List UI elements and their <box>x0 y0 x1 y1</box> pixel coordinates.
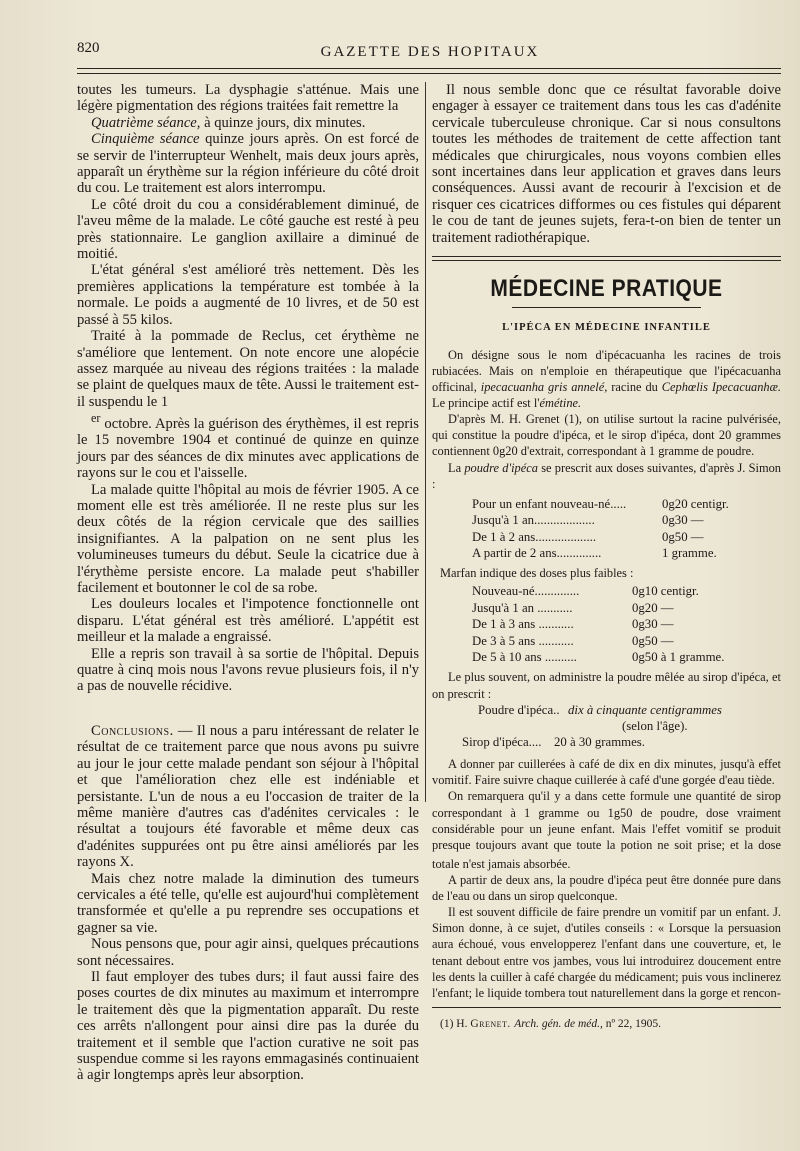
dose-row: De 5 à 10 ans .......... 0g50 à 1 gramme. <box>472 650 725 665</box>
paragraph: La malade quitte l'hôpital au mois de février 1905. A ce moment elle est très améliorée. Il ne reste plus sur les deux côtés de la région cervicale que des saillies insignifiantes. A la palpation on ne sent plus les volumineuses tumeurs du début. Seule la cicatrice due à l'érythème persiste encore. La malade peut s'habiller facilement et boutonner le col de sa robe. <box>77 481 419 597</box>
paragraph: Cinquième séance quinze jours après. On est forcé de se servir de l'interrupteur Wenhelt, mais deux jours après, apparaît un érythème sur la région inférieure du côté droit du cou. Le traitement est alors interrompu. <box>77 131 419 197</box>
dose-table-simon <box>472 496 781 562</box>
paragraph: Il faut employer des tubes durs; il faut aussi faire des poses courtes de dix minutes au maximum et interrompre le traitement dès que la pigmentation apparaît. Du reste ces arrêts n'allongent pour ainsi dire pas la durée du traitement et il semble que l'action curative ne soit pas suspendue comme si les rayons emmagasinés continuaient à agir longtemps après leur absorption. <box>77 968 419 1084</box>
paragraph: Le plus souvent, on administre la poudre mêlée au sirop d'ipéca, et on prescrit : <box>432 670 781 701</box>
prescription-line: Sirop d'ipéca.... 20 à 30 grammes. <box>462 735 645 750</box>
conclusions-paragraph: Conclusions. — Il nous a paru intéressant de relater le résultat de ce traitement parce que nous avons pu suivre au jour le jour cette malade pendant son séjour à l'hôpital et que l'amélioration chez elle est indéniable et persistante. L'un de nous a eu l'occasion de traiter de la même manière d'autres cas d'adénites cervicales : le résultat a toujours été favorable et même deux cas d'adénites suppurées ont pu être ainsi améliorés par les rayons X. <box>77 722 419 871</box>
article-body <box>432 347 781 1001</box>
prescription-line: Poudre d'ipéca.. dix à cinquante centigrammes <box>478 702 722 717</box>
paragraph: $^{er}$ octobre. Après la guérison des érythèmes, il est repris le 15 novembre 1904 et continué de quinze en quinze jours par des séances de dix minutes avec applications de rayons sur le cou et l'aisselle. <box>77 411 419 482</box>
paragraph: toutes les tumeurs. La dysphagie s'atténue. Mais une légère pigmentation des régions traitées fait remettre la <box>77 82 419 115</box>
paragraph: Le côté droit du cou a considérablement diminué, de l'aveu même de la malade. Le côté gauche est resté à peu près stationnaire. Le ganglion axillaire a diminué de moitié. <box>77 196 419 263</box>
page-number: 820 <box>77 40 100 56</box>
paragraph: La poudre d'ipéca se prescrit aux doses suivantes, d'après J. Simon : <box>432 460 782 491</box>
paragraph: A partir de deux ans, la poudre d'ipéca peut être donnée pure dans de l'eau ou dans un sirop quelconque. <box>432 873 781 904</box>
paragraph: D'après M. H. Grenet (1), on utilise surtout la racine pulvérisée, qui constitue la poudre d'ipéca, et le sirop d'ipéca, dont 20 grammes contiennent 0g20 d'extrait, correspondant à 1 gramme de poudre. <box>432 412 781 459</box>
paragraph: On désigne sous le nom d'ipécacuanha les racines de trois rubiacées. Mais on n'emploie en thérapeutique que l'ipécacuanha officinal, ipecacuanha gris annelé, racine du Cephœlis Ipecacuanhæ. Le principe actif est l'émétine. <box>432 347 781 411</box>
paragraph: Marfan indique des doses plus faibles : <box>440 566 634 581</box>
header-rule <box>77 68 781 74</box>
article-title: L'IPÉCA EN MÉDECINE INFANTILE <box>502 322 711 334</box>
right-column <box>432 82 781 1032</box>
dose-row: A partir de 2 ans.............. 1 gramme. <box>472 545 717 560</box>
dose-row: Nouveau-né.............. 0g10 centigr. <box>472 584 699 599</box>
dose-row: Jusqu'à 1 an ........... 0g20 — <box>472 600 674 615</box>
paragraph: A donner par cuillerées à café de dix en dix minutes, jusqu'à effet vomitif. Faire suivre chaque cuillerée à café d'une gorgée d'eau tiède. <box>432 757 781 788</box>
paragraph: Elle a repris son travail à sa sortie de l'hôpital. Depuis quatre à cinq mois nous l'avons revue plusieurs fois, il n'y a pas de nouvelle récidive. <box>77 645 419 695</box>
paragraph: L'état général s'est amélioré très nettement. Dès les premières applications la température est tombée à la normale. Le poids a augmenté de 10 livres, et de 50 est passé à 55 kilos. <box>77 262 419 328</box>
prescription-line: (selon l'âge). <box>622 718 688 733</box>
running-head: GAZETTE DES HOPITAUX <box>320 44 540 60</box>
footnote: (1) H. Grenet. Arch. gén. de méd., nº 22, 1905. <box>440 1017 662 1030</box>
paragraph: Il nous semble donc que ce résultat favorable doive engager à essayer ce traitement dans tous les cas d'adénite cervicale tuberculeuse chronique. Car si nous consultons toutes les méthodes de traitement de cette affection tant médicales que chirurgicales, nous voyons combien elles sont incertaines dans leur application et graves dans leurs conséquences. Aussi avant de recourir à l'excision et de risquer ces cicatrices difformes ou ces fistules qui déparent le cou de tant de jeunes sujets, fera-t-on bien de tenter un traitement radiothérapique. <box>432 82 781 246</box>
paragraph: On remarquera qu'il y a dans cette formule une quantité de sirop correspondant à 1 gramme ou 1g50 de poudre, dose vraiment considérable pour un jeune enfant. Mais l'effet vomitif se produit presque toujours avant que toute la potion ne soit prise; et la dose totale n'est jamais absorbée. <box>432 789 781 871</box>
section-rule <box>432 256 781 261</box>
paragraph: Il est souvent difficile de faire prendre un vomitif par un enfant. J. Simon donne, à ce sujet, d'utiles conseils : « Lorsque la persuasion aura échoué, vous envelopperez l'enfant dans une couverture, et, le tenant debout entre vos jambes, vous lui introduirez doucement entre les dents la cuiller à café chargée du médicament; puis vous inclinerez l'enfant; le liquide tombera tout naturellement dans la gorge et rencon- <box>432 905 781 1000</box>
short-rule <box>512 307 701 308</box>
dose-row: De 1 à 3 ans ........... 0g30 — <box>472 617 674 632</box>
paragraph: Nous pensons que, pour agir ainsi, quelques précautions sont nécessaires. <box>77 936 419 969</box>
paragraph: Traité à la pommade de Reclus, cet érythème ne s'améliore que lentement. On note encore une alopécie assez marquée au niveau des régions traitées : la malade se plaint de quelques maux de tête. Aussi le traitement est-il suspendu le 1 <box>77 328 419 410</box>
left-column <box>77 82 419 1084</box>
section-title: MÉDECINE PRATIQUE <box>490 275 723 302</box>
dose-table-marfan <box>472 583 781 665</box>
column-divider <box>425 82 426 802</box>
dose-row: De 3 à 5 ans ........... 0g50 — <box>472 633 674 648</box>
footnote-rule <box>432 1007 781 1008</box>
dose-row: De 1 à 2 ans................... 0g50 — <box>472 529 704 544</box>
dose-row: Pour un enfant nouveau-né..... 0g20 centigr. <box>472 496 729 511</box>
paragraph: Les douleurs locales et l'impotence fonctionnelle ont disparu. L'état général est très amélioré. L'appétit est meilleur et la malade a engraissé. <box>77 596 419 646</box>
paragraph: Quatrième séance, à quinze jours, dix minutes. <box>91 114 366 131</box>
paragraph: Mais chez notre malade la diminution des tumeurs cervicales a été telle, qu'elle est aujourd'hui complètement transformée et qu'elle a pu reprendre ses occupations et gagner sa vie. <box>77 870 419 936</box>
dose-row: Jusqu'à 1 an................... 0g30 — <box>472 513 704 528</box>
